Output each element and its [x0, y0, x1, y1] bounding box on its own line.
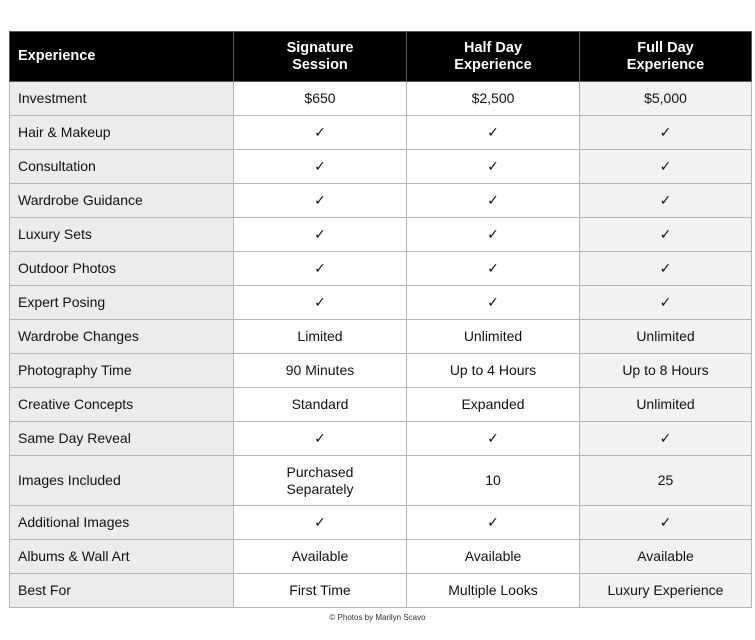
check-icon: ✓ [234, 150, 407, 184]
row-label: Expert Posing [10, 286, 234, 320]
check-icon: ✓ [407, 506, 580, 540]
table-cell: 90 Minutes [234, 354, 407, 388]
table-row [10, 286, 752, 320]
row-label: Wardrobe Guidance [10, 184, 234, 218]
table-cell: Expanded [407, 388, 580, 422]
check-icon: ✓ [407, 150, 580, 184]
table-cell: First Time [234, 574, 407, 608]
table-cell: Available [234, 540, 407, 574]
table-cell: Up to 8 Hours [580, 354, 752, 388]
row-label: Best For [10, 574, 234, 608]
table-cell: $5,000 [580, 82, 752, 116]
check-icon: ✓ [234, 218, 407, 252]
table-row [10, 506, 752, 540]
table-row [10, 388, 752, 422]
row-label: Hair & Makeup [10, 116, 234, 150]
header-half-day-experience-label: Half Day Experience [454, 39, 532, 73]
table-cell: $2,500 [407, 82, 580, 116]
table-row [10, 354, 752, 388]
header-experience: Experience [10, 32, 234, 82]
table-cell: Available [407, 540, 580, 574]
table-cell: Available [580, 540, 752, 574]
row-label: Wardrobe Changes [10, 320, 234, 354]
table-cell: Limited [234, 320, 407, 354]
table-cell: Unlimited [407, 320, 580, 354]
photo-credit: © Photos by Marilyn Scavo [329, 613, 426, 622]
table-cell: 25 [580, 456, 752, 506]
check-icon: ✓ [580, 286, 752, 320]
table-cell-text: Purchased Separately [286, 463, 354, 497]
row-label: Consultation [10, 150, 234, 184]
check-icon: ✓ [234, 506, 407, 540]
table-row [10, 218, 752, 252]
check-icon: ✓ [580, 150, 752, 184]
header-signature-session [234, 32, 407, 82]
header-full-day-experience-label: Full Day Experience [626, 39, 705, 73]
table-cell: $650 [234, 82, 407, 116]
check-icon: ✓ [234, 252, 407, 286]
table-row [10, 422, 752, 456]
check-icon: ✓ [580, 218, 752, 252]
check-icon: ✓ [580, 116, 752, 150]
table-cell: 10 [407, 456, 580, 506]
table-header-row [10, 32, 752, 82]
table-cell [234, 456, 407, 506]
row-label: Photography Time [10, 354, 234, 388]
table-cell: Unlimited [580, 320, 752, 354]
row-label: Images Included [10, 456, 234, 506]
table-cell: Unlimited [580, 388, 752, 422]
check-icon: ✓ [234, 184, 407, 218]
table-cell: Luxury Experience [580, 574, 752, 608]
check-icon: ✓ [234, 422, 407, 456]
check-icon: ✓ [407, 218, 580, 252]
table-row [10, 82, 752, 116]
header-full-day-experience [580, 32, 752, 82]
row-label: Albums & Wall Art [10, 540, 234, 574]
check-icon: ✓ [234, 286, 407, 320]
row-label: Luxury Sets [10, 218, 234, 252]
check-icon: ✓ [580, 506, 752, 540]
check-icon: ✓ [234, 116, 407, 150]
row-label: Investment [10, 82, 234, 116]
table-cell: Up to 4 Hours [407, 354, 580, 388]
check-icon: ✓ [407, 116, 580, 150]
check-icon: ✓ [407, 286, 580, 320]
table-row [10, 252, 752, 286]
table-row [10, 574, 752, 608]
table-cell: Multiple Looks [407, 574, 580, 608]
table-row [10, 150, 752, 184]
check-icon: ✓ [580, 184, 752, 218]
row-label: Additional Images [10, 506, 234, 540]
table-row [10, 116, 752, 150]
row-label: Creative Concepts [10, 388, 234, 422]
check-icon: ✓ [407, 422, 580, 456]
check-icon: ✓ [407, 252, 580, 286]
table-row [10, 456, 752, 506]
header-half-day-experience [407, 32, 580, 82]
pricing-comparison-table [9, 31, 752, 608]
row-label: Outdoor Photos [10, 252, 234, 286]
row-label: Same Day Reveal [10, 422, 234, 456]
table-row [10, 320, 752, 354]
check-icon: ✓ [407, 184, 580, 218]
table-row [10, 184, 752, 218]
header-signature-session-label: Signature Session [286, 39, 354, 73]
check-icon: ✓ [580, 252, 752, 286]
check-icon: ✓ [580, 422, 752, 456]
table-row [10, 540, 752, 574]
table-cell: Standard [234, 388, 407, 422]
